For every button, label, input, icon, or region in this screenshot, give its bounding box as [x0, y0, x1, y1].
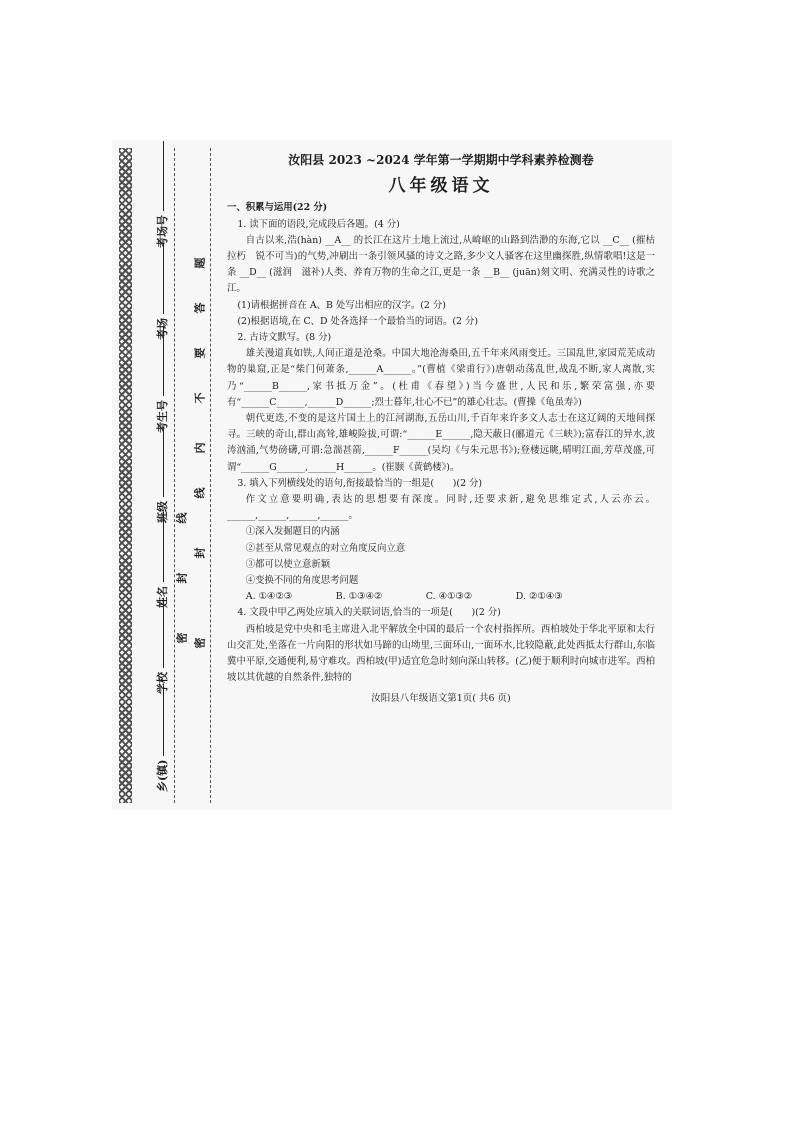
- question-3-choices: [227, 589, 655, 605]
- seal-char: 不: [193, 392, 207, 404]
- seat-no-field: 考生号: [154, 326, 170, 433]
- subject-title: 八年级语文: [388, 176, 494, 197]
- choice-b[interactable]: B. ①③④②: [335, 591, 383, 603]
- seal-line-outer: [174, 148, 175, 803]
- town-field: 乡(镇): [154, 686, 170, 792]
- binding-edge: [119, 148, 132, 803]
- class-field: 班级: [154, 427, 170, 523]
- exam-content: [227, 152, 655, 707]
- name-field: 姓名: [154, 512, 170, 608]
- exam-title: 汝阳县 2023 ~2024 学年第一学期期中学科素养检测卷: [288, 153, 594, 167]
- question-4-passage: 西柏坡是党中央和毛主席进入北平解放全中国的最后一个农村指挥所。西柏坡处于华北平原和太行山交汇处,坐落在一片向阳的形状如马蹄的山坳里,三面环山,一面环水,比较隐蔽,此处西抵太行群山,东临冀中平原,交通便利,易守难攻。西柏坡(甲)适宜危急时刻向深山转移。(乙)便于顺利时向城市进军。西柏坡以其优越的自然条件,独特的: [227, 623, 655, 684]
- seal-char: 封: [175, 572, 189, 584]
- question-3-option: ③都可以使立意新颖: [245, 558, 331, 570]
- question-1-stem: 1. 读下面的语段,完成段后各题。(4 分): [237, 218, 400, 230]
- room-field: 考场: [154, 244, 170, 340]
- seal-char: 题: [193, 257, 207, 269]
- exam-no-field: 考场号: [154, 141, 170, 248]
- seal-char: 线: [193, 487, 207, 499]
- exam-page: [112, 140, 672, 810]
- seal-char: 内: [193, 442, 207, 454]
- choice-a[interactable]: A. ①④②③: [245, 591, 293, 603]
- page-footer: 汝阳县八年级语文第1页( 共6 页): [371, 692, 511, 704]
- question-3-option: ②甚至从常见观点的对立角度反向立意: [245, 542, 406, 554]
- question-2-stem: 2. 古诗文默写。(8 分): [237, 332, 332, 344]
- question-4-stem: 4. 文段中甲乙两处应填入的关联词语,恰当的一项是( )(2 分): [237, 607, 501, 619]
- question-2-passage-1: 雄关漫道真如铁,人间正道是沧桑。中国大地沧海桑田,五千年来风雨变迁。三国乱世,家园荒芜成动物的巢窟,正是“柴门何萧条,______A______。”(曹植《梁甫行》)唐朝动荡乱世,战乱不断,家人离散,实乃“______B______,家书抵万金”。(杜甫《春望》)当今盛世,人民和乐,繁荣富强,亦要有“______C______,______D______;烈士暮年,壮心不已”的雄心壮志。(曹操《龟虽寿》): [227, 348, 655, 408]
- question-3-option: ①深入发掘题目的内涵: [245, 526, 340, 538]
- seal-char: 封: [193, 547, 207, 559]
- question-3-option: ④变换不同的角度思考问题: [245, 575, 359, 587]
- question-2-passage-2: 朝代更迭,不变的是这片国土上的江河湖海,五岳山川,千百年来许多文人志士在这辽阔的天地间探寻。三峡的奇山,群山高耸,雄峻险拔,可谓:“______E______,隐天蔽日(郦道元《三峡》);富春江的异水,波涛汹涌,气势磅礴,可谓:急湍甚箭,______F______(吴均《与朱元思书》);登楼远眺,晴明江面,芳草茂盛,可谓“______G______,______H______。(崔颢《黄鹤楼》)。: [227, 413, 655, 473]
- seal-char: 密: [175, 632, 189, 644]
- seal-char: 要: [193, 347, 207, 359]
- question-3-passage: 作文立意要明确,表达的思想要有深度。同时,还要求新,避免思维定式,人云亦云。______,______,______,______。: [227, 494, 655, 522]
- seal-char: 线: [175, 512, 189, 524]
- seal-line-inner: [210, 148, 211, 803]
- question-1-sub-2: (2)根据语境,在 C、D 处各选择一个最恰当的词语。(2 分): [237, 315, 478, 327]
- choice-d[interactable]: D. ②①④③: [515, 591, 563, 603]
- choice-c[interactable]: C. ④①③②: [425, 591, 473, 603]
- question-1-sub-1: (1)请根据拼音在 A、B 处写出相应的汉字。(2 分): [237, 299, 446, 311]
- section-title: 一、积累与运用(22 分): [227, 202, 328, 214]
- seal-char: 答: [193, 302, 207, 314]
- school-field: 学校: [154, 598, 170, 694]
- question-1-passage: 自古以来,浩(hàn) __A__ 的长江在这片土地上流过,从崎岖的山路到浩渺的东海,它以 __C__ (摧枯拉朽 锐不可当)的气势,冲刷出一条引领风骚的诗文之路,多少文人骚客在这里幽探胜,纵情歌唱!这是一条 __D__ (滋润 滋补)人类、养育万物的生命之江,更是一条 __B__ (juān)刻文明、充满灵性的诗歌之江。: [227, 234, 655, 295]
- question-3-stem: 3. 填入下列横线处的语句,衔接最恰当的一组是( )(2 分): [237, 477, 483, 489]
- seal-char: 密: [193, 637, 207, 649]
